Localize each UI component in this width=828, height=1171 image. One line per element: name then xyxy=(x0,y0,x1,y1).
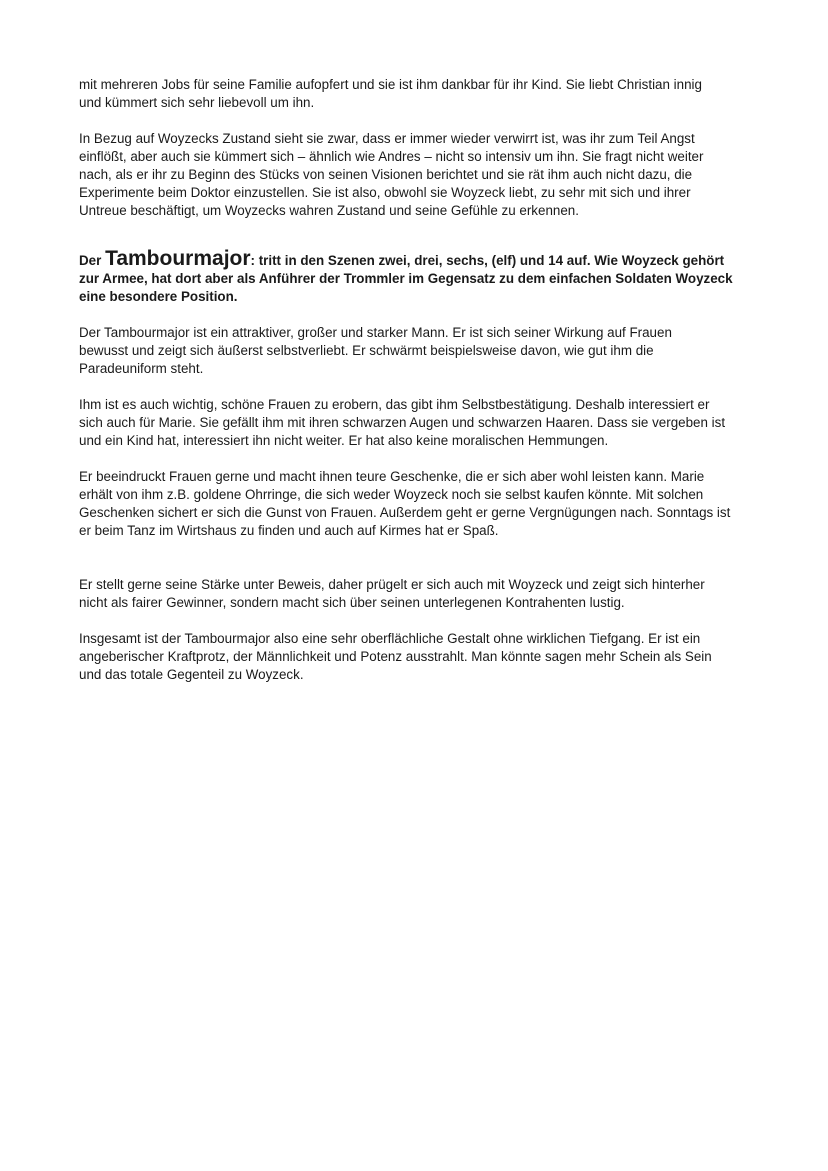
section-heading-tambourmajor xyxy=(79,248,759,306)
paragraph-tambourmajor-conquest: Ihm ist es auch wichtig, schöne Frauen zu erobern, das gibt ihm Selbstbestätigung. Deshalb interessiert er sich auch für Marie. Sie gefällt ihm mit ihren schwarzen Augen und schwarzen Haaren. Dass sie vergeben ist und ein Kind hat, interessiert ihn nicht weiter. Er hat also keine moralischen Hemmungen. xyxy=(79,397,726,448)
heading-description: : tritt in den Szenen zwei, drei, sechs, (elf) und 14 auf. Wie Woyzeck gehört zur Armee, hat dort aber als Anführer der Trommler im Gegensatz zu dem einfachen Soldaten Woyzeck eine besondere Position. xyxy=(79,253,733,304)
heading-character-name: Tambourmajor xyxy=(105,247,251,270)
paragraph-tambourmajor-gifts: Er beeindruckt Frauen gerne und macht ihnen teure Geschenke, die er sich aber wohl leisten kann. Marie erhält von ihm z.B. goldene Ohrringe, die sich weder Woyzeck noch sie selbst kaufen könnte. Mit solchen Geschenken sichert er sich die Gunst von Frauen. Außerdem geht er gerne Vergnügungen nach. Sonntags ist er beim Tanz im Wirtshaus zu finden und auch auf Kirmes hat er Spaß. xyxy=(79,469,731,538)
paragraph-marie-family: mit mehreren Jobs für seine Familie aufopfert und sie ist ihm dankbar für ihr Kind. Sie liebt Christian innig und kümmert sich sehr liebevoll um ihn. xyxy=(79,77,702,110)
heading-prefix: Der xyxy=(79,253,106,268)
paragraph-tambourmajor-strength: Er stellt gerne seine Stärke unter Beweis, daher prügelt er sich auch mit Woyzeck und zeigt sich hinterher nicht als fairer Gewinner, sondern macht sich über seinen unterlegenen Kontrahenten lustig. xyxy=(79,577,705,610)
document-page xyxy=(79,76,759,684)
paragraph-tambourmajor-appearance: Der Tambourmajor ist ein attraktiver, großer und starker Mann. Er ist sich seiner Wirkung auf Frauen bewusst und zeigt sich äußerst selbstverliebt. Er schwärmt beispielsweise davon, wie gut ihm die Paradeuniform steht. xyxy=(79,325,672,376)
paragraph-marie-woyzeck-condition: In Bezug auf Woyzecks Zustand sieht sie zwar, dass er immer wieder verwirrt ist, was ihr zum Teil Angst einflößt, aber auch sie kümmert sich – ähnlich wie Andres – nicht so intensiv um ihn. Sie fragt nicht weiter nach, als er ihr zu Beginn des Stücks von seinen Visionen berichtet und sie rät ihm auch nicht dazu, die Experimente beim Doktor einzustellen. Sie ist also, obwohl sie Woyzeck liebt, zu sehr mit sich und ihrer Untreue beschäftigt, um Woyzecks wahren Zustand und seine Gefühle zu erkennen. xyxy=(79,131,704,218)
paragraph-tambourmajor-summary: Insgesamt ist der Tambourmajor also eine sehr oberflächliche Gestalt ohne wirklichen Tiefgang. Er ist ein angeberischer Kraftprotz, der Männlichkeit und Potenz ausstrahlt. Man könnte sagen mehr Schein als Sein und das totale Gegenteil zu Woyzeck. xyxy=(79,631,712,682)
